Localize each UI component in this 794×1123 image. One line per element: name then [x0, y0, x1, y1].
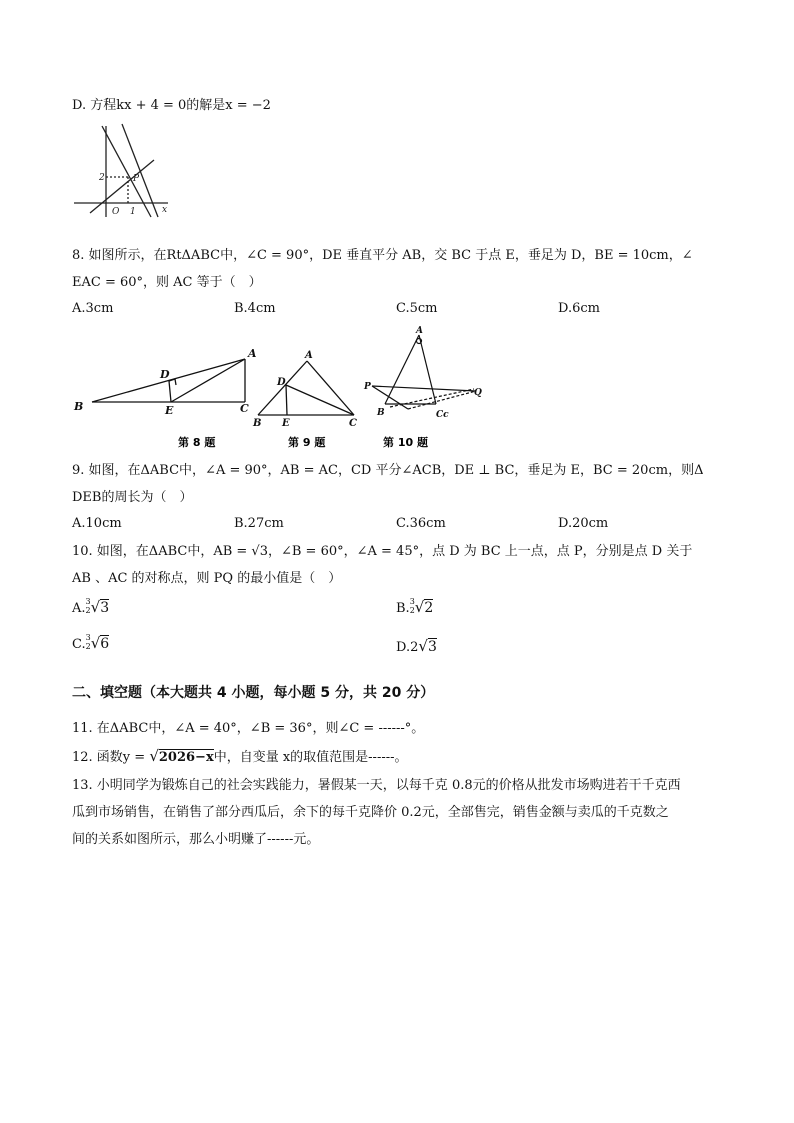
q13-line2: 瓜到市场销售，在销售了部分西瓜后，余下的每千克降价 0.2元，全部售完，销售金额与卖瓜的千克数之 [72, 805, 669, 820]
frac-den: 2 [409, 605, 415, 615]
q13-line3: 间的关系如图所示，那么小明赚了------元。 [72, 832, 320, 847]
q8-option-d: D.6cm [558, 301, 600, 316]
fig9-label-b: B [253, 418, 262, 429]
radicand: 6 [100, 636, 110, 652]
q10-line1: 10. 如图，在ΔABC中，AB = √3，∠B = 60°，∠A = 45°，点 D 为 BC 上一点，点 P，分别是点 D 关于 [72, 544, 693, 559]
fig8-caption: 第 8 题 [178, 436, 216, 449]
q9-option-d: D.20cm [558, 516, 609, 531]
fig9-label-e: E [282, 418, 290, 429]
frac-num: 3 [85, 596, 91, 606]
figure-10 [372, 335, 476, 409]
figure-9 [258, 361, 354, 415]
fig8-label-a: A [248, 347, 257, 360]
frac-den: 2 [85, 641, 91, 651]
fig8-label-b: B [74, 400, 84, 413]
q9-line2: DEB的周长为（ ） [72, 490, 193, 505]
frac-den: 2 [85, 605, 91, 615]
q7-option-d: D. 方程kx + 4 = 0的解是x = −2 [72, 98, 271, 113]
q10-line2: AB 、AC 的对称点，则 PQ 的最小值是（ ） [72, 571, 342, 586]
coef: 2 [410, 640, 419, 655]
fig10-caption: 第 10 题 [383, 436, 428, 449]
label-2: 2 [99, 173, 105, 183]
q8-line2: EAC = 60°，则 AC 等于（ ） [72, 275, 262, 290]
q13-line1: 13. 小明同学为锻炼自己的社会实践能力，暑假某一天，以每千克 0.8元的价格从批发市场购进若干千克西 [72, 778, 681, 793]
q9-option-a: A.10cm [72, 516, 122, 531]
fig9-label-c: C [349, 418, 357, 429]
q10-option-d: D.2√3 [396, 637, 437, 655]
q8-option-c: C.5cm [396, 301, 438, 316]
section-heading: 二、填空题（本大题共 4 小题，每小题 5 分，共 20 分） [72, 685, 435, 701]
radicand: 3 [427, 639, 437, 655]
fig8-label-d: D [160, 368, 170, 381]
q9-option-c: C.36cm [396, 516, 446, 531]
figures-row [0, 325, 794, 455]
q9-option-b: B.27cm [234, 516, 284, 531]
label-o: O [112, 207, 120, 217]
q11-text: 11. 在ΔABC中，∠A = 40°，∠B = 36°，则∠C = ------°。 [72, 721, 425, 736]
q12-text: 12. 函数y = √2026−x中，自变量 x的取值范围是------。 [72, 747, 408, 765]
q12-radicand: 2026−x [158, 750, 214, 765]
radicand: 2 [424, 600, 434, 616]
fig8-label-e: E [165, 404, 174, 417]
fig10-label-q: Q [474, 388, 482, 398]
q8-option-a: A.3cm [72, 301, 114, 316]
frac-num: 3 [85, 632, 91, 642]
fig10-label-p: P [364, 382, 371, 392]
fig8-label-c: C [240, 402, 249, 415]
q8-line1: 8. 如图所示，在RtΔABC中，∠C = 90°，DE 垂直平分 AB，交 BC 于点 E，垂足为 D，BE = 10cm，∠ [72, 248, 693, 263]
fig9-label-d: D [277, 377, 286, 388]
q10-option-c: C. 3 2 √6 [72, 632, 110, 652]
fig10-label-a: A [416, 326, 423, 336]
q8-option-b: B.4cm [234, 301, 276, 316]
radicand: 3 [100, 600, 110, 616]
fig9-caption: 第 9 题 [288, 436, 326, 449]
q10-option-a: A. 3 2 √3 [72, 596, 110, 616]
q7-function-graph [72, 120, 172, 220]
label-p: P [133, 174, 140, 184]
q10-option-b: B. 3 2 √2 [396, 596, 434, 616]
fig10-label-b: B [377, 408, 385, 418]
fig10-label-c: Cc [436, 410, 449, 420]
label-x: x [162, 205, 168, 215]
q9-line1: 9. 如图，在ΔABC中，∠A = 90°，AB = AC，CD 平分∠ACB，DE ⊥ BC，垂足为 E，BC = 20cm，则Δ [72, 463, 704, 478]
frac-num: 3 [409, 596, 415, 606]
label-1: 1 [130, 207, 136, 217]
fig9-label-a: A [305, 350, 313, 361]
